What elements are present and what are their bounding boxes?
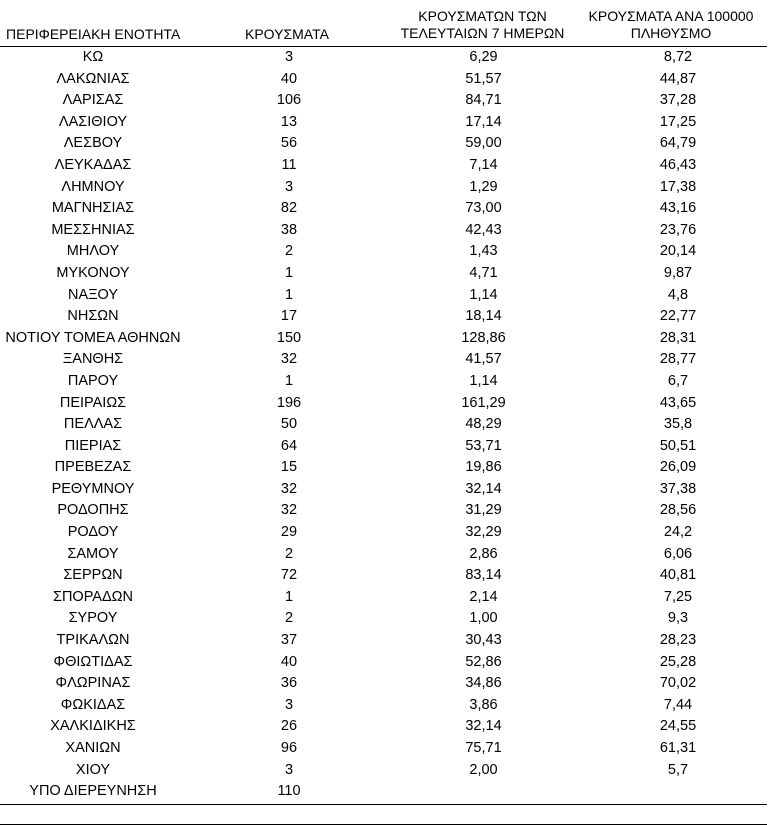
table-row xyxy=(0,241,767,263)
table-row xyxy=(0,738,767,760)
cell-regional-unit: ΜΗΛΟΥ xyxy=(66,243,120,260)
table-row xyxy=(0,781,767,803)
cell-cases: 3 xyxy=(284,49,294,65)
cell-regional-unit: ΝΗΣΩΝ xyxy=(67,308,119,325)
cell-cases: 150 xyxy=(276,329,302,346)
cell-regional-unit: ΚΩ xyxy=(82,49,104,65)
cell-regional-unit: ΣΥΡΟΥ xyxy=(68,610,118,627)
cell-cases-7-days: 59,00 xyxy=(465,135,502,152)
table-row xyxy=(0,716,767,738)
cell-cases-per-100000: 46,43 xyxy=(659,156,697,173)
cell-regional-unit: ΜΑΓΝΗΣΙΑΣ xyxy=(51,200,135,217)
cell-cases: 2 xyxy=(284,610,294,627)
cell-regional-unit: ΣΑΜΟΥ xyxy=(67,545,119,562)
cell-regional-unit: ΛΕΥΚΑΔΑΣ xyxy=(54,156,132,173)
table-row xyxy=(0,349,767,371)
cell-cases-per-100000: 43,65 xyxy=(659,394,697,411)
cell-cases-per-100000: 5,7 xyxy=(667,761,689,778)
cell-regional-unit: ΛΑΣΙΘΙΟΥ xyxy=(58,113,128,130)
cell-cases-per-100000: 22,77 xyxy=(659,308,697,325)
cell-regional-unit: ΤΡΙΚΑΛΩΝ xyxy=(56,632,130,649)
cell-cases: 32 xyxy=(280,502,298,519)
cell-regional-unit: ΞΑΝΘΗΣ xyxy=(62,351,124,368)
cell-regional-unit: ΠΕΙΡΑΙΩΣ xyxy=(59,394,127,411)
cell-cases-7-days: 30,43 xyxy=(465,632,502,649)
cell-cases-per-100000: 25,28 xyxy=(659,653,697,670)
table-row xyxy=(0,133,767,155)
cell-cases-7-days: 161,29 xyxy=(461,394,506,411)
cell-cases-per-100000: 17,38 xyxy=(659,178,697,195)
cell-cases: 72 xyxy=(280,567,298,584)
cell-cases: 82 xyxy=(280,200,298,217)
cell-cases-per-100000: 9,3 xyxy=(667,610,689,627)
table-row xyxy=(0,500,767,522)
cell-cases-7-days: 32,14 xyxy=(465,718,502,735)
cell-cases: 40 xyxy=(280,653,298,670)
cell-regional-unit: ΣΕΡΡΩΝ xyxy=(63,567,123,584)
cell-cases-per-100000: 8,72 xyxy=(663,49,693,65)
table-row xyxy=(0,522,767,544)
cell-regional-unit: ΣΠΟΡΑΔΩΝ xyxy=(53,588,133,605)
cell-cases-7-days: 73,00 xyxy=(465,200,502,217)
cell-cases-per-100000: 6,7 xyxy=(667,372,689,389)
cell-cases-7-days: 17,14 xyxy=(465,113,502,130)
cell-cases: 26 xyxy=(280,718,298,735)
cell-cases: 196 xyxy=(276,394,302,411)
cell-regional-unit: ΥΠΟ ΔΙΕΡΕΥΝΗΣΗ xyxy=(29,783,157,800)
header-regional-unit: ΠΕΡΙΦΕΡΕΙΑΚΗ ΕΝΟΤΗΤΑ xyxy=(6,26,181,42)
cell-cases-per-100000: 43,16 xyxy=(659,200,697,217)
cell-cases-7-days: 2,14 xyxy=(469,588,498,605)
table-row xyxy=(0,69,767,91)
cell-cases-7-days: 53,71 xyxy=(465,437,502,454)
cell-cases-7-days: 84,71 xyxy=(465,92,502,109)
table-row xyxy=(0,760,767,782)
cell-cases-7-days: 48,29 xyxy=(465,416,502,433)
cell-cases-per-100000: 23,76 xyxy=(659,221,697,238)
cell-regional-unit: ΠΑΡΟΥ xyxy=(67,372,119,389)
cell-cases: 3 xyxy=(284,761,294,778)
table-row xyxy=(0,177,767,199)
cell-cases: 11 xyxy=(281,156,297,173)
cell-cases-7-days: 1,14 xyxy=(469,286,498,303)
cell-cases-7-days: 6,29 xyxy=(469,49,498,65)
header-cases-per-100000: ΚΡΟΥΣΜΑΤΑ ΑΝΑ 100000 ΠΛΗΘΥΣΜΟ xyxy=(588,8,754,41)
cell-cases-per-100000: 28,56 xyxy=(659,502,697,519)
cell-cases-per-100000: 6,06 xyxy=(663,545,693,562)
cell-cases: 3 xyxy=(284,696,294,713)
cell-cases-per-100000: 64,79 xyxy=(659,135,697,152)
cell-cases-7-days: 2,86 xyxy=(469,545,498,562)
header-cases: ΚΡΟΥΣΜΑΤΑ xyxy=(245,26,329,42)
cell-cases-7-days: 83,14 xyxy=(465,567,502,584)
cell-cases-per-100000: 28,31 xyxy=(659,329,697,346)
cell-cases-7-days: 41,57 xyxy=(465,351,502,368)
cell-cases-per-100000: 61,31 xyxy=(659,740,697,756)
cell-cases: 38 xyxy=(280,221,298,238)
cell-cases-7-days: 42,43 xyxy=(465,221,502,238)
cell-cases: 1 xyxy=(284,372,294,389)
cell-cases-7-days: 1,43 xyxy=(469,243,498,260)
cell-cases: 50 xyxy=(280,416,298,433)
table-row xyxy=(0,328,767,350)
table-body xyxy=(0,47,767,803)
cell-regional-unit: ΠΡΕΒΕΖΑΣ xyxy=(54,459,132,476)
cell-cases: 36 xyxy=(280,675,298,692)
table-bottom-rule xyxy=(0,804,767,805)
cell-regional-unit: ΛΕΣΒΟΥ xyxy=(63,135,123,152)
cell-regional-unit: ΦΛΩΡΙΝΑΣ xyxy=(55,675,131,692)
table-header xyxy=(0,0,767,47)
cell-cases: 29 xyxy=(280,524,298,541)
cell-cases: 37 xyxy=(280,632,298,649)
cell-cases-7-days: 128,86 xyxy=(461,329,506,346)
cell-cases: 2 xyxy=(284,243,294,260)
cell-cases-per-100000: 24,2 xyxy=(663,524,693,541)
cell-cases: 32 xyxy=(280,480,298,497)
cell-cases-7-days: 32,14 xyxy=(465,480,502,497)
cell-cases-per-100000: 28,23 xyxy=(659,632,697,649)
cell-regional-unit: ΡΕΘΥΜΝΟΥ xyxy=(51,480,135,497)
table-row xyxy=(0,565,767,587)
cell-cases-7-days: 34,86 xyxy=(465,675,502,692)
cell-cases-7-days: 1,00 xyxy=(469,610,498,627)
cell-cases-per-100000: 20,14 xyxy=(659,243,697,260)
cell-cases-per-100000: 37,38 xyxy=(659,480,697,497)
table-row xyxy=(0,112,767,134)
cell-cases: 1 xyxy=(284,286,294,303)
cell-cases: 56 xyxy=(280,135,298,152)
table-row xyxy=(0,155,767,177)
cell-cases-7-days: 32,29 xyxy=(465,524,502,541)
cell-regional-unit: ΝΟΤΙΟΥ ΤΟΜΕΑ ΑΘΗΝΩΝ xyxy=(5,329,181,346)
cell-cases: 17 xyxy=(280,308,298,325)
cell-regional-unit: ΠΙΕΡΙΑΣ xyxy=(64,437,122,454)
table-row xyxy=(0,393,767,415)
cell-cases: 3 xyxy=(284,178,294,195)
cell-cases-per-100000: 26,09 xyxy=(659,459,697,476)
table-row xyxy=(0,47,767,69)
cell-regional-unit: ΜΕΣΣΗΝΙΑΣ xyxy=(51,221,135,238)
cell-cases-per-100000: 28,77 xyxy=(659,351,697,368)
cell-cases-per-100000: 9,87 xyxy=(663,264,693,281)
cell-cases: 2 xyxy=(284,545,294,562)
cell-regional-unit: ΝΑΞΟΥ xyxy=(67,286,119,303)
cell-cases-per-100000: 35,8 xyxy=(663,416,693,433)
cell-regional-unit: ΡΟΔΟΠΗΣ xyxy=(57,502,129,519)
cell-cases: 13 xyxy=(280,113,298,130)
cell-cases: 96 xyxy=(280,740,298,756)
cell-cases-7-days: 31,29 xyxy=(465,502,502,519)
cell-regional-unit: ΦΩΚΙΔΑΣ xyxy=(60,696,126,713)
table-row xyxy=(0,457,767,479)
cell-regional-unit: ΧΑΛΚΙΔΙΚΗΣ xyxy=(50,718,136,735)
table-row xyxy=(0,479,767,501)
table-row xyxy=(0,587,767,609)
cell-cases: 1 xyxy=(284,588,294,605)
cell-cases: 15 xyxy=(280,459,298,476)
cell-regional-unit: ΠΕΛΛΑΣ xyxy=(63,416,123,433)
cell-cases-per-100000: 70,02 xyxy=(659,675,697,692)
cell-cases-per-100000: 17,25 xyxy=(659,113,697,130)
cell-regional-unit: ΧΙΟΥ xyxy=(75,761,111,778)
cell-cases-per-100000: 24,55 xyxy=(659,718,697,735)
cell-cases-per-100000: 40,81 xyxy=(659,567,697,584)
table-row xyxy=(0,695,767,717)
cell-regional-unit: ΧΑΝΙΩΝ xyxy=(65,740,121,756)
cell-cases-7-days: 1,29 xyxy=(469,178,498,195)
cell-regional-unit: ΛΑΚΩΝΙΑΣ xyxy=(56,70,130,87)
cell-regional-unit: ΡΟΔΟΥ xyxy=(67,524,119,541)
cell-cases-7-days: 7,14 xyxy=(469,156,498,173)
cell-cases-7-days: 19,86 xyxy=(465,459,502,476)
cell-regional-unit: ΜΥΚΟΝΟΥ xyxy=(56,264,130,281)
cell-cases-7-days: 2,00 xyxy=(469,761,498,778)
cell-cases: 110 xyxy=(277,783,301,800)
cell-cases: 64 xyxy=(280,437,298,454)
cell-cases: 32 xyxy=(280,351,298,368)
table-row xyxy=(0,263,767,285)
cell-cases: 40 xyxy=(280,70,298,87)
table-row xyxy=(0,436,767,458)
cell-cases-per-100000: 50,51 xyxy=(659,437,697,454)
cell-cases-7-days: 75,71 xyxy=(465,740,502,756)
cell-cases-7-days: 1,14 xyxy=(469,372,498,389)
cell-cases-per-100000: 7,25 xyxy=(663,588,693,605)
cell-cases-7-days: 51,57 xyxy=(465,70,502,87)
cell-regional-unit: ΛΗΜΝΟΥ xyxy=(61,178,125,195)
table-row xyxy=(0,673,767,695)
table-row xyxy=(0,652,767,674)
table-row xyxy=(0,544,767,566)
cell-regional-unit: ΛΑΡΙΣΑΣ xyxy=(62,92,124,109)
table-row xyxy=(0,220,767,242)
cell-cases-7-days: 52,86 xyxy=(465,653,502,670)
cell-cases: 1 xyxy=(284,264,294,281)
table-row xyxy=(0,414,767,436)
cell-regional-unit: ΦΘΙΩΤΙΔΑΣ xyxy=(53,653,133,670)
table-row xyxy=(0,630,767,652)
cell-cases-7-days: 4,71 xyxy=(469,264,498,281)
table-row xyxy=(0,608,767,630)
table-row xyxy=(0,285,767,307)
table-row xyxy=(0,371,767,393)
cell-cases: 106 xyxy=(276,92,302,109)
cell-cases-7-days: 3,86 xyxy=(469,696,498,713)
cell-cases-7-days: 18,14 xyxy=(465,308,502,325)
table-row xyxy=(0,198,767,220)
cell-cases-per-100000: 37,28 xyxy=(659,92,697,109)
header-cases-last-7-days: ΚΡΟΥΣΜΑΤΩΝ ΤΩΝ ΤΕΛΕΥΤΑΙΩΝ 7 ΗΜΕΡΩΝ xyxy=(400,8,565,41)
cell-cases-per-100000: 7,44 xyxy=(663,696,693,713)
table-row xyxy=(0,90,767,112)
table-row xyxy=(0,306,767,328)
cell-cases-per-100000: 4,8 xyxy=(667,286,689,303)
cell-cases-per-100000: 44,87 xyxy=(659,70,697,87)
